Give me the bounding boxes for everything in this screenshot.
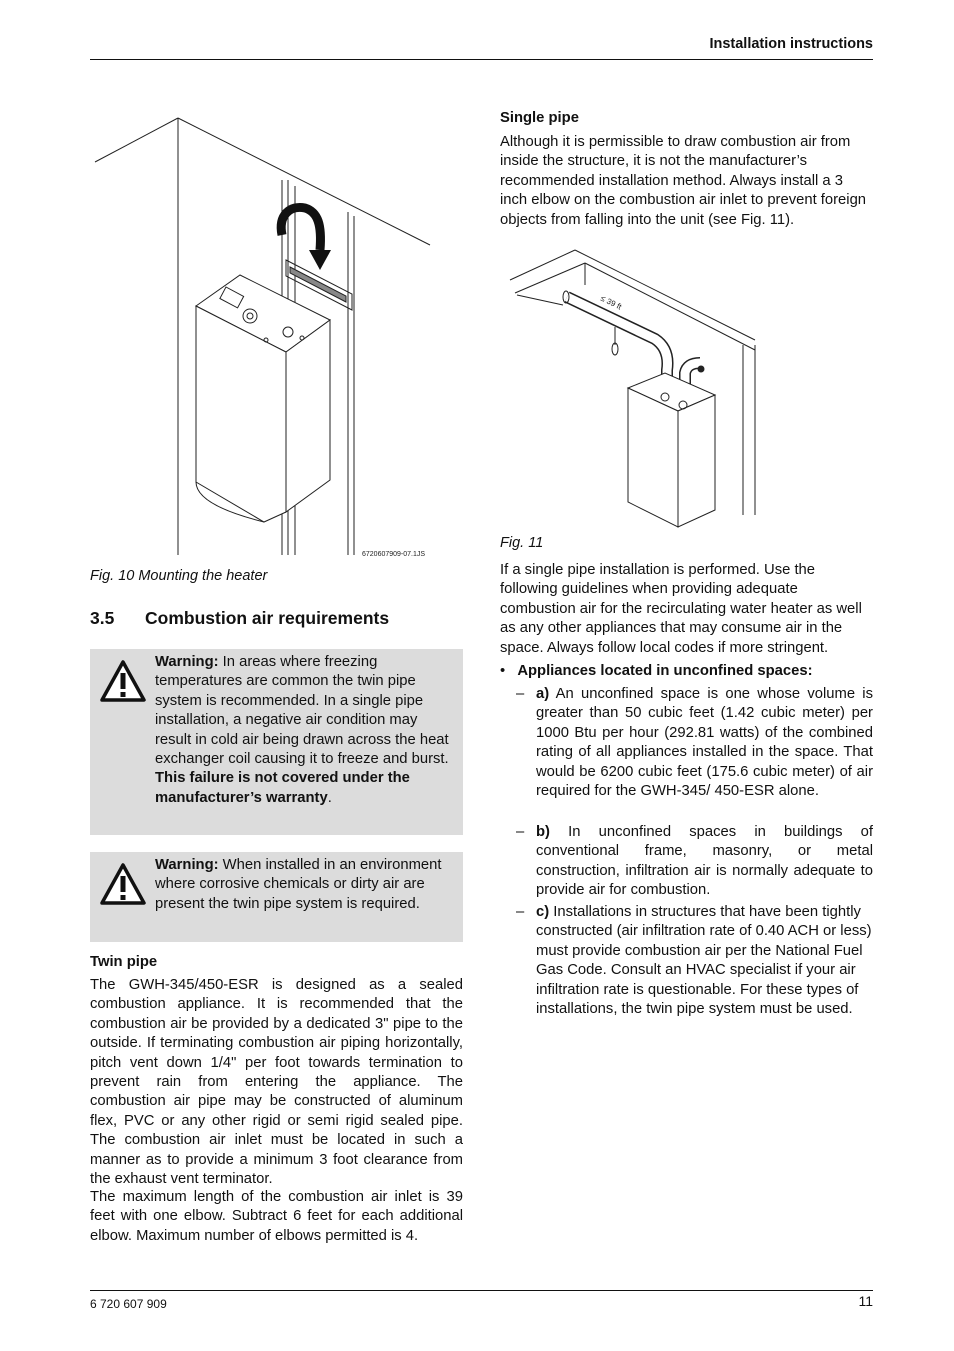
warning-triangle-icon <box>99 862 147 906</box>
running-header: Installation instructions <box>709 36 873 52</box>
item-text: Installations in structures that have been tightly constructed (air infiltration rate of 0.40 ACH or less) must provide combustion air per the National Fuel Gas Code. Consult an HVAC specialist if your air infiltration rate is questionable. For these types of installations, the twin pipe system must be used. <box>536 904 872 1018</box>
figure-10-code: 6720607909-07.1JS <box>362 551 426 558</box>
item-label: c) <box>536 904 550 920</box>
warning-2-text <box>155 856 455 914</box>
warning-box-corrosive <box>90 852 463 942</box>
pipe-length-label: ≤ 39 ft <box>599 293 624 312</box>
item-text: An unconfined space is one whose volume is greater than 50 cubic feet (1.42 cubic meter) per 1000 Btu per hour (292.81 watts) of the combined rating of all appliances installed in the space. That would be 6200 cubic feet (175.6 cubic meter) of air required for the GWH-345/ 450-ESR alone. <box>536 686 873 800</box>
bullet-symbol: • <box>500 663 506 679</box>
item-label: b) <box>536 824 550 840</box>
figure-11-caption: Fig. 11 <box>500 535 544 551</box>
warning-1-label: Warning: <box>155 654 219 670</box>
single-pipe-heading: Single pipe <box>500 110 579 126</box>
single-pipe-paragraph: Although it is permissible to draw combustion air from inside the structure, it is not the manufacturer’s recommended installation method. Always install a 3 inch elbow on the combustion air inlet to prevent foreign objects from falling into the unit (see Fig. 11). <box>500 134 867 228</box>
twin-pipe-heading: Twin pipe <box>90 954 158 970</box>
guidelines-paragraph: If a single pipe installation is performed. Use the following guidelines when providing adequate combustion air for the recirculating water heater as well as any other appliances that may consume air in the space. Always follow local codes if more stringent. <box>500 562 862 656</box>
list-item-b <box>516 823 873 901</box>
warning-1-period: . <box>327 789 332 806</box>
dash: – <box>516 904 525 920</box>
list-item-a <box>516 685 873 801</box>
figure-10-caption: Fig. 10 Mounting the heater <box>90 568 268 584</box>
section-number: 3.5 <box>90 608 115 628</box>
dash: – <box>516 824 525 840</box>
warning-2-body: When installed in an environment where corrosive chemicals or dirty air are present the twin pipe system is required. <box>155 857 442 912</box>
dash: – <box>516 686 525 702</box>
item-label: a) <box>536 686 550 702</box>
header-rule <box>90 59 873 60</box>
page-number: 11 <box>858 1293 873 1309</box>
warning-1-emphasis: This failure is not covered under the manufacturer’s warranty <box>155 770 410 806</box>
twin-pipe-paragraph-1: The GWH-345/450-ESR is designed as a sealed combustion appliance. It is recommended that the combustion air be provided by a dedicated 3" pipe to the outside. If terminating combustion air piping horizontally, pitch vent down 1/4" per foot towards termination to prevent rain from entering the appliance. The combustion air pipe may be constructed of aluminum flex, PVC or any other rigid or semi rigid sealed pipe. The combustion air inlet must be located in such a manner as to provide a minimum 3 foot clearance from the exhaust vent terminator. <box>90 977 463 1188</box>
bullet-text: Appliances located in unconfined spaces: <box>517 663 813 679</box>
figure-11-single-pipe-illustration <box>505 245 765 530</box>
section-title: Combustion air requirements <box>145 608 390 628</box>
item-text: In unconfined spaces in buildings of conventional frame, masonry, or metal construction, infiltration air is normally adequate to provide air for combustion. <box>536 824 873 899</box>
warning-box-freezing <box>90 649 463 835</box>
warning-1-text <box>155 653 455 808</box>
document-number: 6 720 607 909 <box>90 1297 167 1311</box>
twin-pipe-paragraph-2: The maximum length of the combustion air inlet is 39 feet with one elbow. Subtract 6 feet for each additional elbow. Maximum number of elbows permitted is 4. <box>90 1189 463 1244</box>
warning-2-label: Warning: <box>155 857 219 873</box>
section-heading <box>90 608 389 629</box>
figure-10-mounting-illustration <box>90 110 465 560</box>
list-item-c <box>516 903 873 1019</box>
bullet-item-unconfined <box>500 662 873 681</box>
warning-1-body: In areas where freezing temperatures are common the twin pipe system is recommended. In a single pipe installation, a negative air condition may result in cold air being drawn across the heat exchanger coil causing it to freeze and burst. <box>155 654 449 768</box>
footer-rule <box>90 1290 873 1291</box>
warning-triangle-icon <box>99 659 147 703</box>
